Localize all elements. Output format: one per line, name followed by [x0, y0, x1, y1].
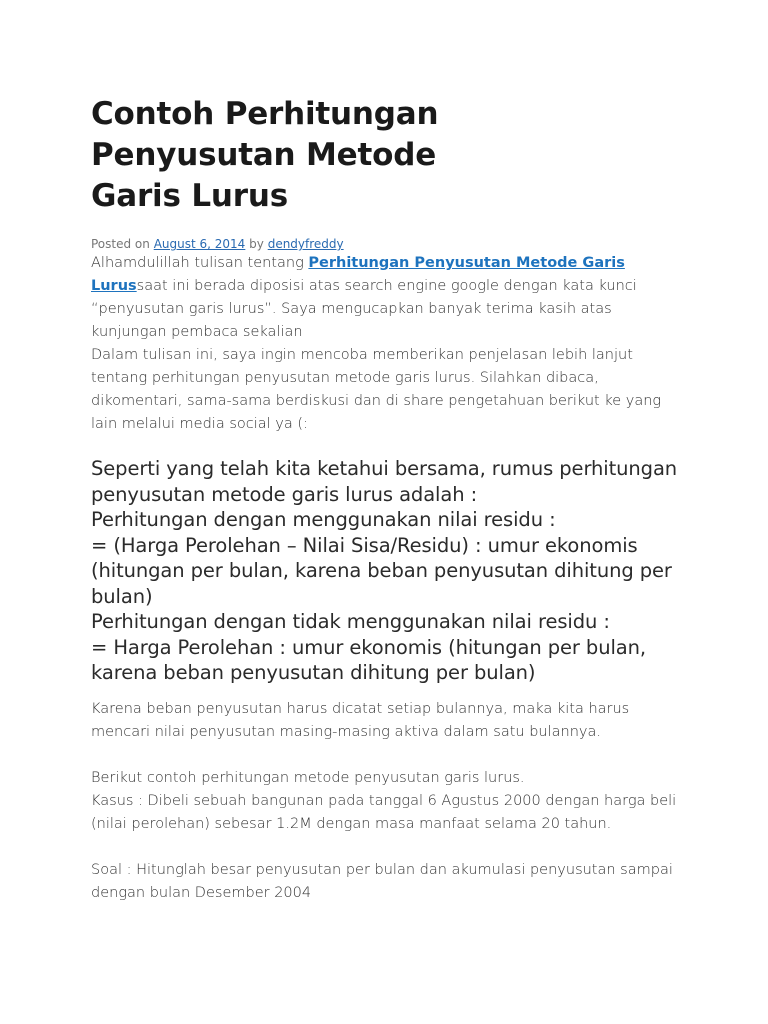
intro-rest: saat ini berada diposisi atas search engine google dengan kata kunci “penyusutan garis lurus”. Saya mengucapkan banyak terima kasih atas kunjungan pembaca sekalian — [91, 278, 637, 340]
formula-line-4: Perhitungan dengan tidak menggunakan nilai residu : — [91, 610, 610, 633]
article — [91, 94, 681, 905]
post-date-link[interactable]: August 6, 2014 — [153, 237, 246, 251]
paragraph-4a: Berikut contoh perhitungan metode penyusutan garis lurus. — [91, 769, 525, 786]
article-title: Contoh Perhitungan Penyusutan Metode Garis Lurus — [91, 96, 439, 214]
paragraph-4b: Kasus : Dibeli sebuah bangunan pada tanggal 6 Agustus 2000 dengan harga beli (nilai perolehan) sebesar 1.2M dengan masa manfaat selama 20 tahun. — [91, 792, 677, 832]
formula-line-3: = (Harga Perolehan – Nilai Sisa/Residu) : umur ekonomis (hitungan per bulan, karena beban penyusutan dihitung per bulan) — [91, 533, 672, 608]
formula-line-5: = Harga Perolehan : umur ekonomis (hitungan per bulan, karena beban penyusutan dihitung per bulan) — [91, 635, 646, 684]
by-label: by — [249, 237, 264, 251]
article-body-lower — [91, 698, 681, 905]
formula-block — [91, 456, 681, 686]
paragraph-3: Karena beban penyusutan harus dicatat setiap bulannya, maka kita harus mencari nilai penyusutan masing-masing aktiva dalam satu bulannya. — [91, 700, 630, 740]
intro-paragraph — [91, 252, 681, 344]
author-link[interactable]: dendyfreddy — [267, 237, 344, 251]
paragraph-2: Dalam tulisan ini, saya ingin mencoba memberikan penjelasan lebih lanjut tentang perhitungan penyusutan metode garis lurus. Silahkan dibaca, dikomentari, sama-sama berdiskusi dan di share pengetahuan berikut ke yang lain melalui media social ya (: — [91, 347, 662, 432]
formula-line-1: Seperti yang telah kita ketahui bersama, rumus perhitungan penyusutan metode garis lurus adalah : — [91, 457, 678, 506]
case-block — [91, 767, 681, 836]
paragraph-5: Soal : Hitunglah besar penyusutan per bulan dan akumulasi penyusutan sampai dengan bulan Desember 2004 — [91, 861, 673, 901]
intro-lead: Alhamdulillah tulisan tentang — [91, 255, 309, 271]
formula-line-2: Perhitungan dengan menggunakan nilai residu : — [91, 508, 556, 531]
article-body — [91, 252, 681, 436]
posted-on-label: Posted on — [91, 237, 150, 251]
intro-link[interactable]: Perhitungan Penyusutan Metode Garis Lurus — [91, 255, 625, 294]
post-meta — [91, 236, 681, 252]
